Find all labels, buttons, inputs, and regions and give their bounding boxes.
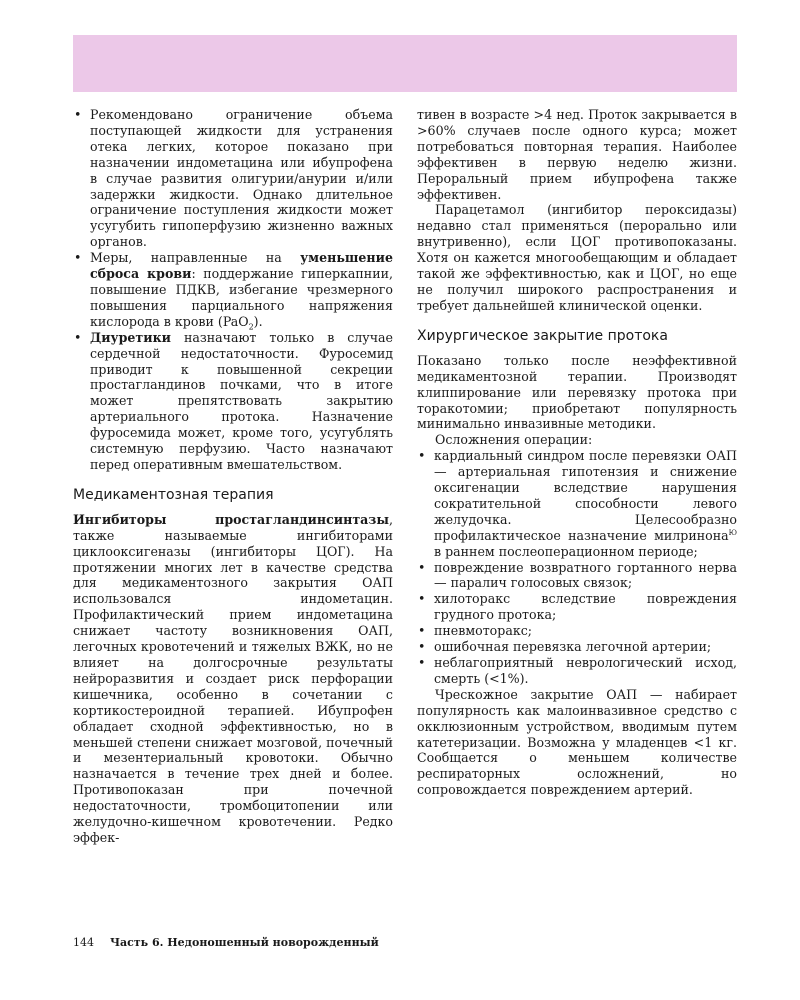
- paragraph-paracetamol: Парацетамол (ингибитор пероксидазы) недавно стал применяться (перорально или внутривенно), если ЦОГ противопоказаны. Хотя он кажется многообещающим и обладает такой же эффективностью, как и ЦОГ, но еще не получил широкого распространения и требует дальнейшей клинической оценки.: [417, 202, 737, 313]
- complications-list: [417, 448, 737, 687]
- pao2-formula: (PaO$_2$).: [217, 313, 263, 332]
- paragraph-transcatheter-closure: Чрескожное закрытие ОАП — набирает популярность как малоинвазивное средство с окклюзионным устройством, вводимым путем катетеризации. Возможна у младенцев <1 кг. Сообщается о меньшем количестве респираторных осложнений, но сопровождается повреждением артерий.: [417, 686, 737, 798]
- page-number: 144: [73, 936, 94, 949]
- bullet-shunt-reduction: • Меры, направленные на уменьшение сброса крови: поддержание гиперкапнии, повышение ПДКВ, избегание чрезмерного повышения парциального напряжения кислорода в крови (PaO$_2$).: [73, 250, 393, 330]
- complication-item: • кардиальный синдром после перевязки ОАП — артериальная гипотензия и снижение оксигенации вследствие нарушения сократительной способности левого желудочка. Целесообразно профилактическое назначение милринона$^Ю$ в раннем послеоперационном периоде;: [417, 448, 737, 559]
- complications-intro: Осложнения операции:: [435, 432, 593, 448]
- heading-surgical-closure: Хирургическое закрытие протока: [417, 327, 668, 344]
- complication-item: • хилоторакс вследствие повреждения грудного протока;: [417, 591, 737, 623]
- left-column: [73, 107, 393, 846]
- complication-item: • пневмоторакс;: [417, 623, 737, 639]
- paragraph-ibuprofen-continuation: тивен в возрасте >4 нед. Проток закрывается в >60% случаев после одного курса; может потребоваться повторная терапия. Наиболее эффективен в первую неделю жизни. Пероральный прием ибупрофена также эффективен.: [417, 107, 737, 202]
- heading-drug-therapy: Медикаментозная терапия: [73, 486, 274, 503]
- complication-item: • ошибочная перевязка легочной артерии;: [417, 639, 737, 655]
- drug-marker-icon: Ю: [728, 528, 737, 537]
- shunt-reduction-term: уменьшение сброса крови: [90, 250, 393, 282]
- right-column: [417, 107, 737, 798]
- left-bullet-list: [73, 107, 393, 473]
- paragraph-surgery-indications: Показано только после неэффективной медикаментозной терапии. Производят клиппирование или перевязку протока при торакотомии; приобретают популярность минимально инвазивные методики.: [417, 352, 737, 432]
- prostaglandin-term: Ингибиторы простагландинсинтазы: [73, 511, 389, 527]
- header-color-band: [73, 35, 737, 92]
- bullet-diuretics: • Диуретики назначают только в случае сердечной недостаточности. Фуросемид приводит к повышенной секреции простагландинов почками, что в итоге может препятствовать закрытию артериального протока. Назначение фуросемида может, кроме того, усугублять системную перфузию. Часто назначают перед оперативным вмешательством.: [73, 330, 393, 473]
- part-title: Часть 6. Недоношенный новорожденный: [110, 936, 379, 949]
- bullet-fluid-restriction: • Рекомендовано ограничение объема поступающей жидкости для устранения отека легких, которое показано при назначении индометацина или ибупрофена в случае развития олигурии/анурии и/или задержки жидкости. Однако длительное ограничение поступления жидкости может усугубить гипоперфузию жизненно важных органов.: [73, 107, 393, 250]
- diuretics-term: Диуретики: [90, 329, 171, 345]
- page-footer: [73, 936, 379, 949]
- paragraph-prostaglandin-inhibitors: Ингибиторы простагландинсинтазы, также называемые ингибиторами циклооксигеназы (ингибиторы ЦОГ). На протяжении многих лет в качестве средства для медикаментозного закрытия ОАП использовался индометацин. Профилактический прием индометацина снижает частоту возникновения ОАП, легочных кровотечений и тяжелых ВЖК, но не влияет на долгосрочные результаты нейроразвития и создает риск перфорации кишечника, особенно в сочетании с кортикостероидной терапией. Ибупрофен обладает сходной эффективностью, но в меньшей степени снижает мозговой, почечный и мезентериальный кровотоки. Обычно назначается в течение трех дней и более. Противопоказан при почечной недостаточности, тромбоцитопении или желудочно-кишечном кровотечении. Редко эффек-: [73, 511, 393, 845]
- complication-item: • повреждение возвратного гортанного нерва — паралич голосовых связок;: [417, 560, 737, 592]
- complication-item: • неблагоприятный неврологический исход, смерть (<1%).: [417, 655, 737, 687]
